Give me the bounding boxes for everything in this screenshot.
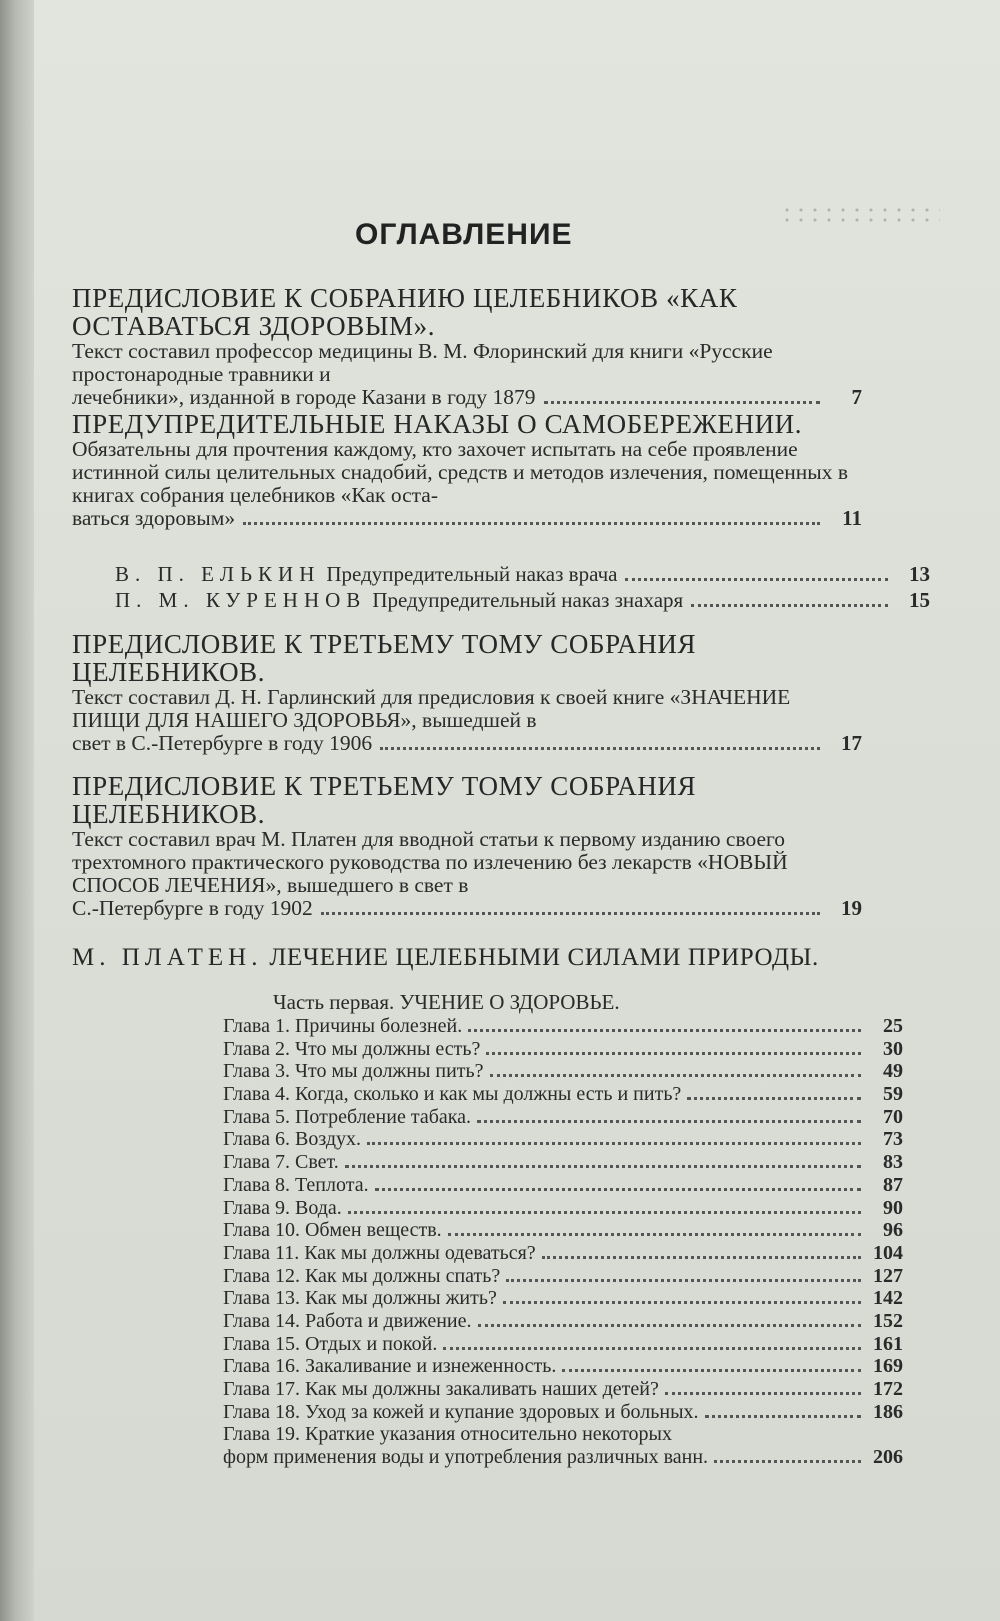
- leader-dots: [345, 1165, 861, 1168]
- leader-dots: [542, 1256, 861, 1259]
- chapter-label: Глава 1. Причины болезней.: [223, 1015, 463, 1037]
- page-number: 87: [883, 1173, 903, 1196]
- entry-last-line: [72, 386, 862, 409]
- chapter-row: [223, 1197, 903, 1220]
- entry-body: Текст составил Д. Н. Гарлинский для предисловия к своей книге «ЗНАЧЕНИЕ ПИЩИ ДЛЯ НАШЕГО ЗДОРОВЬЯ», вышедшей в: [72, 685, 791, 732]
- entry-last-line: [72, 507, 862, 530]
- leader-dots: [321, 912, 820, 915]
- chapter-19-line-2: [223, 1446, 903, 1469]
- page-number: 83: [883, 1151, 903, 1174]
- chapter-label: Глава 5. Потребление табака.: [223, 1105, 472, 1128]
- toc-entry-2: [72, 410, 932, 530]
- page-number: 96: [883, 1219, 903, 1242]
- chapter-row: [223, 1151, 903, 1174]
- entry-title: ПРЕДИСЛОВИЕ К ТРЕТЬЕМУ ТОМУ СОБРАНИЯ ЦЕЛЕБНИКОВ.: [72, 629, 697, 687]
- leader-dots: [506, 1279, 861, 1282]
- leader-dots: [490, 1074, 861, 1077]
- chapter-label: Глава 9. Вода.: [223, 1196, 342, 1219]
- chapter-row: [223, 1355, 903, 1378]
- page-number: 59: [883, 1083, 903, 1106]
- page-number: 11: [842, 506, 862, 530]
- subentry-elkin: [115, 562, 930, 586]
- chapter-label: Глава 10. Обмен веществ.: [223, 1219, 442, 1242]
- chapter-19-line-1: Глава 19. Краткие указания относительно некоторых: [223, 1423, 672, 1446]
- chapter-label: Глава 7. Свет.: [223, 1151, 339, 1174]
- chapter-label: Глава 4. Когда, сколько и как мы должны есть и пить?: [223, 1083, 682, 1106]
- chapter-row: [223, 1401, 903, 1424]
- entry-last-text: свет в С.-Петербурге в году 1906: [72, 731, 373, 755]
- page-number: 104: [873, 1241, 903, 1264]
- entry-last-text: лечебники», изданной в городе Казани в году 1879: [72, 385, 536, 409]
- chapter-label: Глава 16. Закаливание и изнеженность.: [223, 1355, 557, 1378]
- chapter-label: Глава 11. Как мы должны одеваться?: [223, 1241, 536, 1264]
- subentry-text: Предупредительный наказ знахаря: [372, 588, 684, 612]
- page-number: 19: [841, 896, 862, 920]
- entry-last-line: [72, 732, 862, 755]
- leader-dots: [478, 1324, 862, 1327]
- entry-title: ПРЕДИСЛОВИЕ К ТРЕТЬЕМУ ТОМУ СОБРАНИЯ ЦЕЛЕБНИКОВ.: [72, 771, 697, 829]
- toc-entry-1: [72, 284, 932, 409]
- chapter-row: [223, 1219, 903, 1242]
- chapter-label: Глава 3. Что мы должны пить?: [223, 1060, 484, 1083]
- leader-dots: [625, 578, 888, 581]
- chapter-row: [223, 1038, 903, 1061]
- leader-dots: [375, 1188, 861, 1191]
- page-number: 49: [883, 1060, 903, 1083]
- chapter-row: [223, 1242, 903, 1265]
- leader-dots: [380, 747, 820, 750]
- chapter-row: [223, 1333, 903, 1356]
- leader-dots: [691, 604, 888, 607]
- print-speckles: [780, 205, 940, 223]
- book-spine-shadow: [0, 0, 34, 1621]
- chapter-row: [223, 1128, 903, 1151]
- page-number: 161: [873, 1332, 903, 1355]
- chapter-label: форм применения воды и употребления различных ванн.: [223, 1446, 709, 1469]
- chapter-label: Глава 12. Как мы должны спать?: [223, 1264, 501, 1287]
- leader-dots: [687, 1097, 861, 1100]
- chapter-label: Глава 6. Воздух.: [223, 1128, 362, 1151]
- page-number: 13: [909, 562, 930, 586]
- chapter-row: [223, 1015, 903, 1038]
- leader-dots: [448, 1233, 861, 1236]
- leader-dots: [503, 1301, 861, 1304]
- part-title: Часть первая. УЧЕНИЕ О ЗДОРОВЬЕ.: [273, 990, 620, 1014]
- page-number: 70: [883, 1105, 903, 1128]
- page-number: 7: [851, 385, 862, 409]
- page-number: 169: [873, 1355, 903, 1378]
- page-number: 90: [883, 1196, 903, 1219]
- chapter-row: [223, 1083, 903, 1106]
- platen-author: М. ПЛАТЕН.: [72, 944, 263, 971]
- leader-dots: [367, 1142, 861, 1145]
- toc-entry-3: [72, 630, 932, 755]
- toc-entry-4: [72, 772, 932, 920]
- leader-dots: [443, 1347, 861, 1350]
- entry-body: Текст составил врач М. Платен для вводной статьи к первому изданию своего трехтомного практического руководства по излечению без лекарств «НОВЫЙ СПОСОБ ЛЕЧЕНИЯ», вышедшего в свет в: [72, 827, 788, 897]
- leader-dots: [705, 1415, 861, 1418]
- chapter-label: Глава 18. Уход за кожей и купание здоровых и больных.: [223, 1400, 699, 1423]
- chapter-row: [223, 1310, 903, 1333]
- platen-title: ЛЕЧЕНИЕ ЦЕЛЕБНЫМИ СИЛАМИ ПРИРОДЫ.: [269, 944, 819, 971]
- page-number: 15: [909, 588, 930, 612]
- entry-title: ПРЕДИСЛОВИЕ К СОБРАНИЮ ЦЕЛЕБНИКОВ «КАК ОСТАВАТЬСЯ ЗДОРОВЫМ».: [72, 283, 738, 341]
- chapter-row: [223, 1106, 903, 1129]
- entry-last-line: [72, 897, 862, 920]
- subentry-text: Предупредительный наказ врача: [326, 562, 618, 586]
- page-number: 152: [873, 1309, 903, 1332]
- leader-dots: [486, 1052, 861, 1055]
- page-number: 127: [873, 1264, 903, 1287]
- leader-dots: [348, 1211, 861, 1214]
- page-number: 186: [873, 1400, 903, 1423]
- entry-body: Текст составил профессор медицины В. М. Флоринский для книги «Русские простонародные травники и: [72, 339, 773, 386]
- chapter-label: Глава 17. Как мы должны закаливать наших детей?: [223, 1378, 659, 1400]
- chapter-label: Глава 13. Как мы должны жить?: [223, 1287, 497, 1310]
- chapter-label: Глава 8. Теплота.: [223, 1173, 369, 1196]
- chapter-label: Глава 14. Работа и движение.: [223, 1309, 472, 1332]
- page-number: 30: [883, 1037, 903, 1060]
- chapter-row: [223, 1265, 903, 1288]
- chapter-list: [223, 1015, 903, 1469]
- chapter-row: [223, 1378, 903, 1401]
- page-number: 142: [873, 1287, 903, 1310]
- leader-dots: [243, 522, 820, 525]
- chapter-row: [223, 1060, 903, 1083]
- chapter-label: Глава 15. Отдых и покой.: [223, 1332, 438, 1355]
- subentry-author: П. М. КУРЕННОВ: [115, 588, 367, 612]
- leader-dots: [665, 1392, 861, 1395]
- entry-title: ПРЕДУПРЕДИТЕЛЬНЫЕ НАКАЗЫ О САМОБЕРЕЖЕНИИ.: [72, 409, 803, 439]
- chapter-label: Глава 2. Что мы должны есть?: [223, 1037, 481, 1060]
- page-number: 206: [873, 1446, 903, 1469]
- leader-dots: [714, 1460, 861, 1463]
- leader-dots: [544, 401, 820, 404]
- chapter-row: [223, 1287, 903, 1310]
- platen-section-title: [72, 944, 872, 972]
- leader-dots: [562, 1369, 861, 1372]
- entry-last-text: ваться здоровым»: [72, 506, 236, 530]
- page-number: 73: [883, 1128, 903, 1151]
- page-title: ОГЛАВЛЕНИЕ: [355, 218, 573, 251]
- subentry-kurennov: [115, 588, 930, 612]
- page-number: 17: [841, 731, 862, 755]
- subentry-author: В. П. ЕЛЬКИН: [115, 562, 321, 586]
- page-number: 25: [883, 1015, 903, 1037]
- leader-dots: [477, 1120, 861, 1123]
- chapter-row: [223, 1174, 903, 1197]
- entry-body: Обязательны для прочтения каждому, кто захочет испытать на себе проявление истинной силы целительных снадобий, средств и методов излечения, помещенных в книгах собрания целебников «Как оста-: [72, 437, 849, 507]
- entry-last-text: С.-Петербурге в году 1902: [72, 896, 313, 920]
- leader-dots: [468, 1029, 861, 1032]
- page-number: 172: [873, 1378, 903, 1400]
